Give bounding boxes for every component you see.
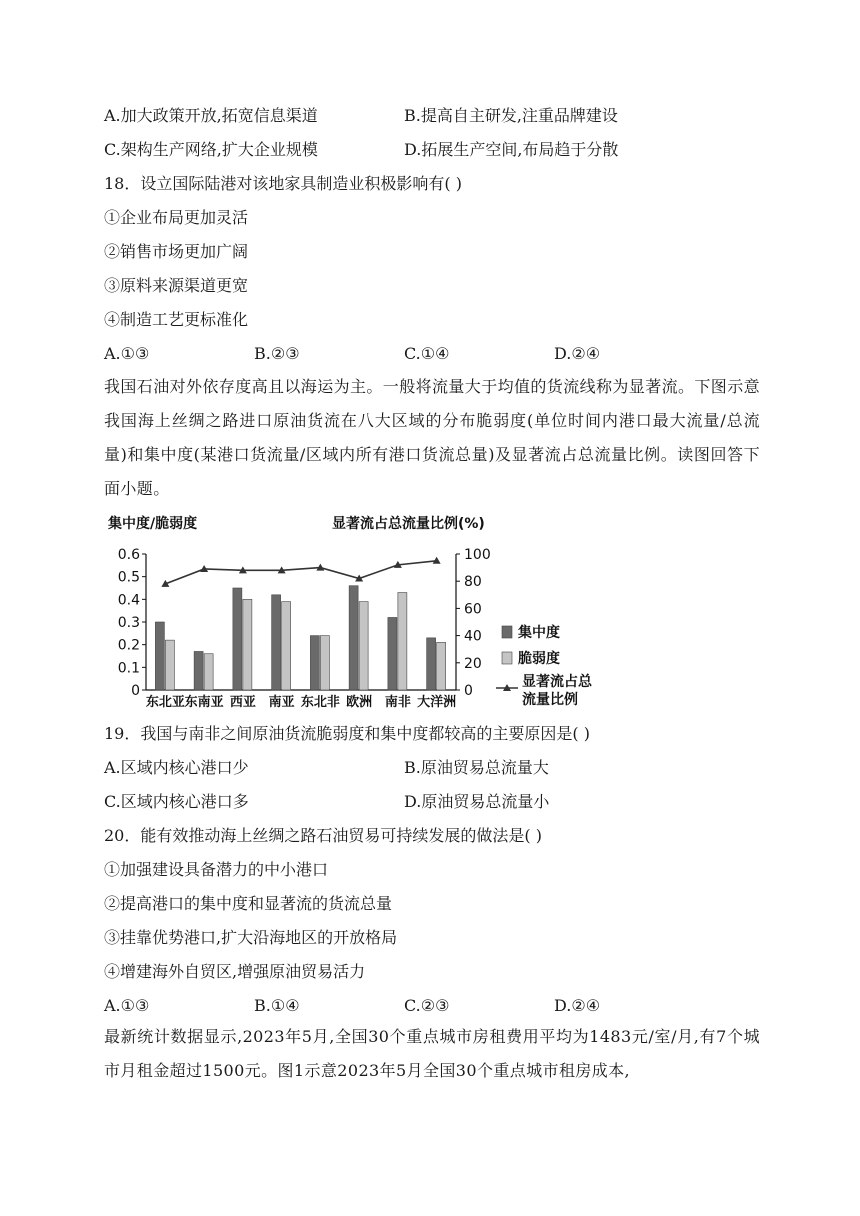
legend-label-significant-flow-2: 流量比例 [522, 692, 578, 708]
legend-label-concentration: 集中度 [518, 625, 560, 641]
q20-item-1: ①加强建设具备潜力的中小港口 [104, 860, 329, 879]
left-tick-label: 0.1 [117, 660, 140, 677]
q20-item-4: ④增建海外自贸区,增强原油贸易活力 [104, 962, 366, 981]
q19-option-d: D.原油贸易总流量小 [404, 792, 550, 811]
q19-option-c: C.区域内核心港口多 [104, 792, 249, 811]
q19-option-a: A.区域内核心港口少 [104, 758, 249, 777]
concentration-bar [233, 588, 242, 690]
category-label: 大洋洲 [417, 695, 457, 710]
legend-swatch-concentration [502, 626, 512, 638]
q18-item-1: ①企业布局更加灵活 [104, 208, 249, 227]
q17-option-d: D.拓展生产空间,布局趋于分散 [404, 140, 619, 159]
right-tick-label: 80 [464, 574, 482, 591]
legend-label-significant-flow: 显著流占总 [522, 674, 592, 690]
legend-swatch-vulnerability [502, 652, 512, 664]
q18-option-a: A.①③ [104, 344, 150, 363]
concentration-bar [194, 651, 203, 690]
concentration-bar [388, 617, 397, 690]
category-label: 南亚 [268, 695, 295, 710]
vulnerability-bar [204, 654, 213, 690]
q18-option-d: D.②④ [554, 344, 601, 363]
right-tick-label: 0 [464, 683, 473, 699]
category-label: 东南亚 [184, 695, 224, 710]
q19-stem: 19．我国与南非之间原油货流脆弱度和集中度都较高的主要原因是( ) [104, 724, 590, 743]
category-label: 东北亚 [145, 695, 185, 710]
left-tick-label: 0.5 [117, 569, 140, 586]
q18-option-c: C.①④ [404, 344, 450, 363]
concentration-bar [155, 622, 164, 690]
category-label: 东北非 [300, 695, 340, 710]
q20-item-2: ②提高港口的集中度和显著流的货流总量 [104, 894, 393, 913]
left-tick-label: 0.6 [117, 547, 140, 563]
category-label: 南非 [384, 695, 411, 710]
q17-option-b: B.提高自主研发,注重品牌建设 [404, 106, 618, 125]
q20-option-a: A.①③ [104, 996, 150, 1015]
left-tick-label: 0 [131, 683, 140, 699]
q20-stem: 20．能有效推动海上丝绸之路石油贸易可持续发展的做法是( ) [104, 826, 542, 845]
vulnerability-bar [165, 640, 174, 690]
q20-option-c: C.②③ [404, 996, 450, 1015]
category-label: 西亚 [229, 695, 256, 710]
right-tick-label: 100 [464, 547, 491, 563]
passage-oil-trade: 我国石油对外依存度高且以海运为主。一般将流量大于均值的货流线称为显著流。下图示意我国海上丝绸之路进口原油货流在八大区域的分布脆弱度(单位时间内港口最大流量/总流量)和集中度(某港口货流量/区域内所有港口货流总量)及显著流占总流量比例。读图回答下面小题。 [104, 377, 761, 498]
q18-item-3: ③原料来源渠道更宽 [104, 276, 249, 295]
q18-item-4: ④制造工艺更标准化 [104, 310, 249, 329]
vulnerability-bar [282, 602, 291, 690]
q18-option-b: B.②③ [254, 344, 300, 363]
chart-title-left: 集中度/脆弱度 [108, 516, 198, 532]
significant-flow-line [165, 561, 436, 584]
concentration-bar [272, 595, 281, 690]
q18-stem: 18．设立国际陆港对该地家具制造业积极影响有( ) [104, 174, 462, 193]
vulnerability-bar [320, 636, 329, 690]
right-tick-label: 20 [464, 655, 482, 672]
right-tick-label: 40 [464, 628, 482, 645]
passage-rent: 最新统计数据显示,2023年5月,全国30个重点城市房租费用平均为1483元/室/月,有7个城市月租金超过1500元。图1示意2023年5月全国30个重点城市租房成本, [104, 1027, 760, 1080]
oil-flow-chart [104, 510, 614, 712]
q19-option-b: B.原油贸易总流量大 [404, 758, 549, 777]
concentration-bar [349, 586, 358, 690]
chart-title-right: 显著流占总流量比例(%) [332, 516, 485, 532]
vulnerability-bar [359, 602, 368, 690]
right-tick-label: 60 [464, 601, 482, 618]
legend-label-vulnerability: 脆弱度 [518, 651, 560, 667]
vulnerability-bar [398, 593, 407, 690]
category-label: 欧洲 [346, 695, 373, 710]
q20-option-b: B.①④ [254, 996, 300, 1015]
vulnerability-bar [243, 599, 252, 690]
q18-item-2: ②销售市场更加广阔 [104, 242, 249, 261]
concentration-bar [427, 638, 436, 690]
vulnerability-bar [437, 642, 446, 690]
q20-item-3: ③挂靠优势港口,扩大沿海地区的开放格局 [104, 928, 398, 947]
left-tick-label: 0.4 [117, 592, 140, 609]
left-tick-label: 0.2 [117, 637, 140, 654]
left-tick-label: 0.3 [117, 615, 140, 631]
concentration-bar [310, 636, 319, 690]
q17-option-c: C.架构生产网络,扩大企业规模 [104, 140, 318, 159]
q20-option-d: D.②④ [554, 996, 601, 1015]
q17-option-a: A.加大政策开放,拓宽信息渠道 [104, 106, 318, 125]
